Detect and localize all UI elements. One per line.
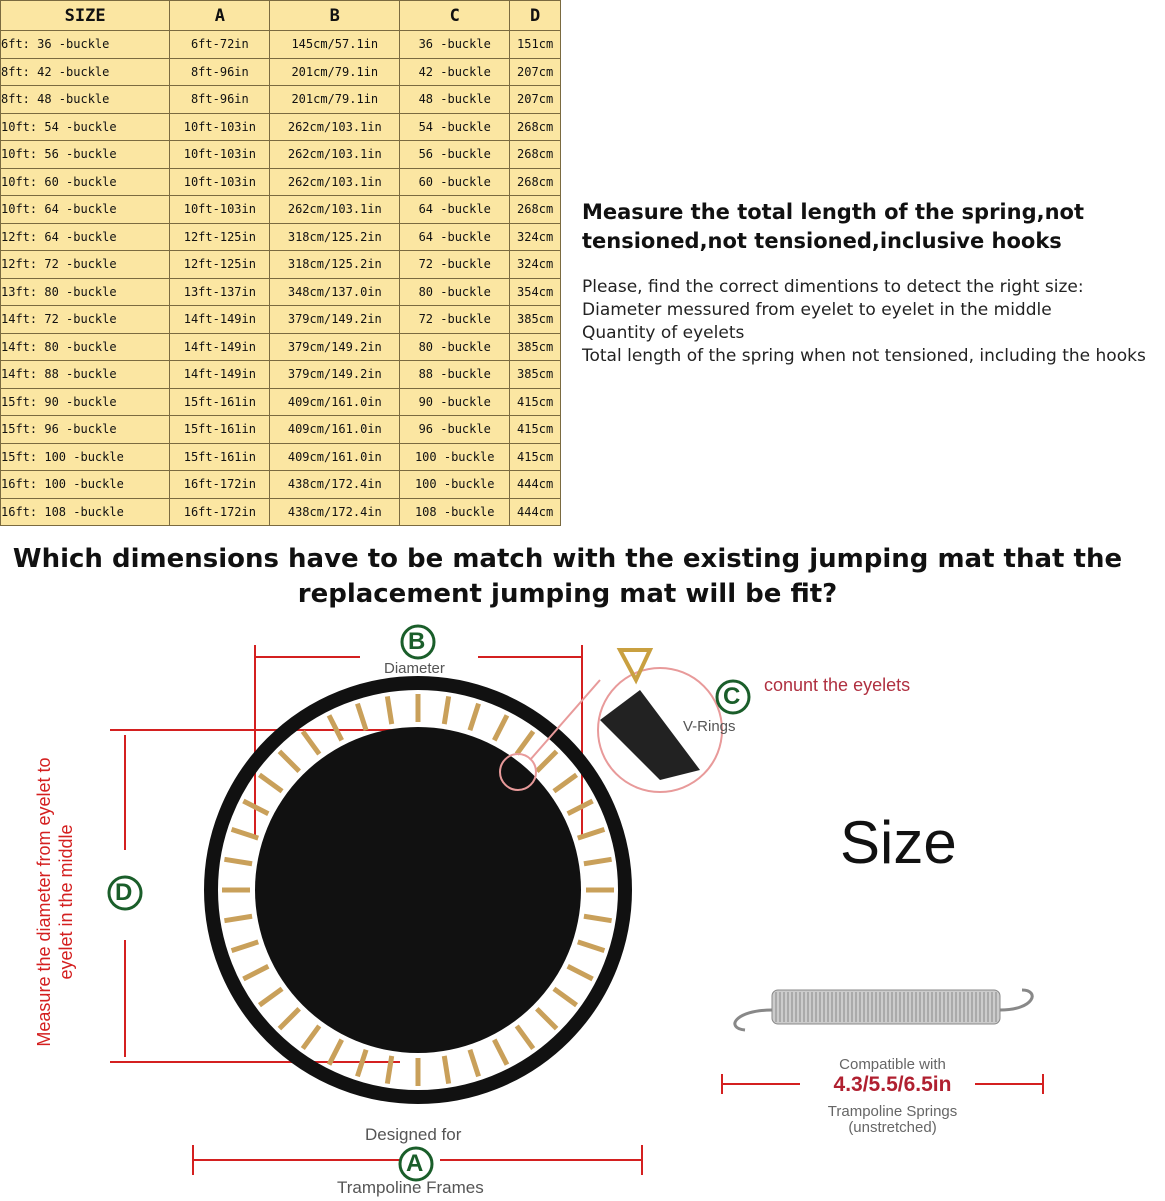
jumping-mat: [255, 727, 581, 1053]
c-label: conunt the eyelets: [764, 675, 911, 695]
table-cell: 96 -buckle: [400, 416, 510, 444]
table-row: [1, 141, 561, 169]
table-cell: 12ft-125in: [170, 251, 270, 279]
spring-compatible: Compatible with: [839, 1056, 946, 1073]
table-row: [1, 251, 561, 279]
d-letter: D: [115, 879, 133, 906]
table-cell: 6ft-72in: [170, 31, 270, 59]
c-letter: C: [723, 683, 741, 710]
table-cell: 10ft: 54 -buckle: [1, 113, 170, 141]
table-cell: 90 -buckle: [400, 388, 510, 416]
spring: [387, 1056, 391, 1084]
table-cell: 262cm/103.1in: [270, 168, 400, 196]
table-cell: 42 -buckle: [400, 58, 510, 86]
spring: [494, 1040, 507, 1065]
d-label-line: eyelet in the middle: [56, 824, 76, 980]
column-header: C: [400, 1, 510, 31]
table-cell: 262cm/103.1in: [270, 113, 400, 141]
table-cell: 100 -buckle: [400, 471, 510, 499]
table-cell: 56 -buckle: [400, 141, 510, 169]
table-cell: 201cm/79.1in: [270, 86, 400, 114]
table-row: [1, 58, 561, 86]
table-cell: 15ft: 96 -buckle: [1, 416, 170, 444]
table-row: [1, 113, 561, 141]
table-cell: 15ft-161in: [170, 416, 270, 444]
table-row: [1, 306, 561, 334]
instruction-line: Please, find the correct dimentions to detect the right size:: [582, 277, 1084, 297]
table-cell: 16ft-172in: [170, 471, 270, 499]
table-cell: 262cm/103.1in: [270, 196, 400, 224]
table-cell: 385cm: [510, 361, 561, 389]
table-cell: 415cm: [510, 443, 561, 471]
table-cell: 12ft-125in: [170, 223, 270, 251]
spring-value: 4.3/5.5/6.5in: [833, 1073, 952, 1096]
spring: [517, 731, 533, 754]
table-cell: 13ft-137in: [170, 278, 270, 306]
table-cell: 444cm: [510, 471, 561, 499]
spring: [259, 989, 282, 1005]
table-row: [1, 223, 561, 251]
table-row: [1, 471, 561, 499]
table-cell: 268cm: [510, 168, 561, 196]
table-cell: 10ft: 60 -buckle: [1, 168, 170, 196]
spring: [224, 916, 252, 920]
table-cell: 12ft: 72 -buckle: [1, 251, 170, 279]
table-cell: 324cm: [510, 223, 561, 251]
table-row: [1, 443, 561, 471]
spring: [303, 1026, 319, 1049]
table-cell: 108 -buckle: [400, 498, 510, 526]
spring: [554, 989, 577, 1005]
table-row: [1, 86, 561, 114]
spring: [517, 1026, 533, 1049]
table-cell: 207cm: [510, 58, 561, 86]
column-header: B: [270, 1, 400, 31]
spring: [568, 801, 593, 814]
spring-heading: Measure the total length of the spring,not tensioned,not tensioned,inclusive hooks: [582, 200, 1085, 253]
spring-illustration: [735, 990, 1032, 1030]
table-cell: 16ft-172in: [170, 498, 270, 526]
table-cell: 10ft-103in: [170, 141, 270, 169]
table-cell: 348cm/137.0in: [270, 278, 400, 306]
spring: [387, 696, 391, 724]
spring: [357, 704, 366, 731]
spring: [259, 775, 282, 791]
table-cell: 80 -buckle: [400, 333, 510, 361]
spring: [537, 751, 557, 771]
table-cell: 10ft-103in: [170, 168, 270, 196]
table-cell: 8ft-96in: [170, 58, 270, 86]
b-label: Diameter: [384, 660, 445, 677]
table-cell: 15ft-161in: [170, 443, 270, 471]
a-label-top: Designed for: [365, 1125, 462, 1144]
spring-caption-line: (unstretched): [848, 1119, 937, 1136]
instruction-line: Diameter messured from eyelet to eyelet in the middle: [582, 300, 1052, 320]
table-cell: 10ft-103in: [170, 196, 270, 224]
table-cell: 409cm/161.0in: [270, 416, 400, 444]
spring: [537, 1009, 557, 1029]
spring: [279, 1009, 299, 1029]
table-cell: 100 -buckle: [400, 443, 510, 471]
table-cell: 415cm: [510, 388, 561, 416]
table-cell: 10ft: 56 -buckle: [1, 141, 170, 169]
table-cell: 379cm/149.2in: [270, 306, 400, 334]
table-cell: 318cm/125.2in: [270, 251, 400, 279]
table-cell: 14ft: 72 -buckle: [1, 306, 170, 334]
table-cell: 10ft: 64 -buckle: [1, 196, 170, 224]
table-cell: 379cm/149.2in: [270, 333, 400, 361]
table-cell: 16ft: 108 -buckle: [1, 498, 170, 526]
table-cell: 318cm/125.2in: [270, 223, 400, 251]
spring-caption: [720, 1104, 1065, 1136]
table-cell: 379cm/149.2in: [270, 361, 400, 389]
spring: [470, 1050, 479, 1077]
table-cell: 60 -buckle: [400, 168, 510, 196]
column-header: A: [170, 1, 270, 31]
table-cell: 354cm: [510, 278, 561, 306]
table-row: [1, 278, 561, 306]
table-cell: 64 -buckle: [400, 196, 510, 224]
spring: [444, 1056, 448, 1084]
spring: [444, 696, 448, 724]
size-label: Size: [840, 809, 957, 876]
table-cell: 14ft-149in: [170, 333, 270, 361]
table-cell: 438cm/172.4in: [270, 471, 400, 499]
table-cell: 16ft: 100 -buckle: [1, 471, 170, 499]
table-cell: 409cm/161.0in: [270, 388, 400, 416]
table-cell: 14ft: 80 -buckle: [1, 333, 170, 361]
table-cell: 88 -buckle: [400, 361, 510, 389]
spring: [224, 859, 252, 863]
a-label-bottom: Trampoline Frames: [337, 1178, 484, 1197]
spring: [494, 715, 507, 740]
table-row: [1, 388, 561, 416]
table-row: [1, 498, 561, 526]
spring: [578, 942, 605, 951]
table-cell: 36 -buckle: [400, 31, 510, 59]
spring: [554, 775, 577, 791]
table-row: [1, 168, 561, 196]
table-cell: 12ft: 64 -buckle: [1, 223, 170, 251]
spring: [470, 704, 479, 731]
size-table: [0, 0, 561, 526]
table-cell: 72 -buckle: [400, 251, 510, 279]
spring: [329, 715, 342, 740]
table-row: [1, 333, 561, 361]
table-header-row: [1, 1, 561, 31]
table-cell: 54 -buckle: [400, 113, 510, 141]
table-cell: 268cm: [510, 196, 561, 224]
d-label: [33, 712, 77, 1092]
table-cell: 207cm: [510, 86, 561, 114]
table-cell: 48 -buckle: [400, 86, 510, 114]
table-row: [1, 416, 561, 444]
table-cell: 10ft-103in: [170, 113, 270, 141]
spring: [232, 942, 259, 951]
table-cell: 6ft: 36 -buckle: [1, 31, 170, 59]
table-cell: 14ft-149in: [170, 361, 270, 389]
table-cell: 8ft: 42 -buckle: [1, 58, 170, 86]
instructions: [582, 276, 1165, 368]
table-cell: 262cm/103.1in: [270, 141, 400, 169]
table-cell: 14ft-149in: [170, 306, 270, 334]
table-cell: 409cm/161.0in: [270, 443, 400, 471]
table-cell: 201cm/79.1in: [270, 58, 400, 86]
table-cell: 64 -buckle: [400, 223, 510, 251]
table-cell: 80 -buckle: [400, 278, 510, 306]
table-cell: 385cm: [510, 333, 561, 361]
a-letter: A: [406, 1150, 424, 1177]
table-cell: 151cm: [510, 31, 561, 59]
spring: [357, 1050, 366, 1077]
table-cell: 444cm: [510, 498, 561, 526]
table-cell: 268cm: [510, 113, 561, 141]
table-cell: 15ft: 100 -buckle: [1, 443, 170, 471]
d-label-line: Measure the diameter from eyelet to: [34, 757, 54, 1047]
table-row: [1, 361, 561, 389]
table-cell: 72 -buckle: [400, 306, 510, 334]
table-cell: 8ft-96in: [170, 86, 270, 114]
spring: [568, 966, 593, 979]
spring: [243, 966, 268, 979]
table-cell: 13ft: 80 -buckle: [1, 278, 170, 306]
table-cell: 324cm: [510, 251, 561, 279]
column-header: SIZE: [1, 1, 170, 31]
table-row: [1, 196, 561, 224]
table-cell: 8ft: 48 -buckle: [1, 86, 170, 114]
b-letter: B: [408, 628, 426, 655]
v-rings-label: V-Rings: [683, 718, 736, 735]
spring: [329, 1040, 342, 1065]
table-cell: 438cm/172.4in: [270, 498, 400, 526]
instruction-line: Quantity of eyelets: [582, 323, 745, 343]
spring-caption-line: Trampoline Springs: [827, 1103, 958, 1120]
table-cell: 145cm/57.1in: [270, 31, 400, 59]
spring: [584, 859, 612, 863]
question-heading: Which dimensions have to be match with the existing jumping mat that the replacement jumping mat will be fit?: [12, 544, 1123, 609]
table-cell: 15ft-161in: [170, 388, 270, 416]
instruction-line: Total length of the spring when not tensioned, including the hooks: [582, 346, 1146, 366]
table-cell: 415cm: [510, 416, 561, 444]
table-row: [1, 31, 561, 59]
spring: [584, 916, 612, 920]
column-header: D: [510, 1, 561, 31]
table-cell: 385cm: [510, 306, 561, 334]
spring: [303, 731, 319, 754]
spring: [279, 751, 299, 771]
table-cell: 14ft: 88 -buckle: [1, 361, 170, 389]
table-cell: 268cm: [510, 141, 561, 169]
table-cell: 15ft: 90 -buckle: [1, 388, 170, 416]
